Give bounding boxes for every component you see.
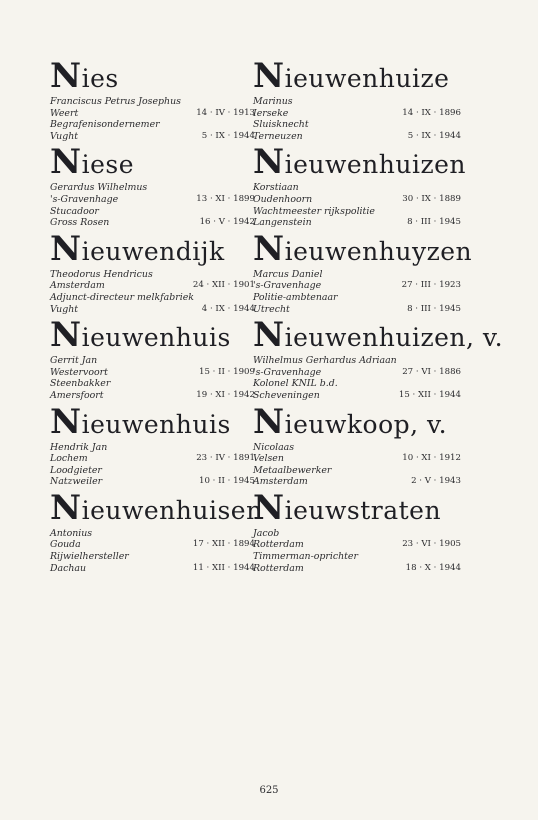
surname-heading: Niese [50, 142, 134, 183]
entry-text: Vught [50, 303, 79, 315]
entry-line [50, 453, 260, 465]
entry-line [253, 551, 463, 563]
entry-text: Politie-ambtenaar [253, 291, 338, 303]
entry-date: 17 · XII · 1894 [192, 539, 255, 550]
entry-text: Lochem [50, 453, 88, 465]
surname-heading: Nieuwenhuis [50, 315, 231, 356]
entry-date: 4 · IX · 1944 [201, 303, 255, 314]
entry-line [50, 182, 260, 194]
entry-line [253, 378, 463, 390]
surname-heading: Nieuwenhuyzen [253, 228, 473, 269]
entry-line [50, 206, 260, 218]
entry-line [253, 280, 463, 292]
entry-line [50, 551, 260, 563]
right-column [253, 56, 504, 578]
entry-text: Jacob [253, 527, 280, 539]
entry-line [253, 476, 463, 488]
entry-line [50, 217, 260, 229]
entry-date: 15 · XII · 1944 [398, 389, 461, 400]
entry-text: Metaalbewerker [253, 464, 332, 476]
entry-line [253, 131, 463, 143]
entry-date: 15 · II · 1909 [199, 366, 255, 377]
memorial-entry [253, 401, 463, 488]
entry-text: Vught [50, 130, 79, 142]
memorial-entry [253, 487, 463, 574]
entry-line [50, 539, 260, 551]
entry-date: 24 · XII · 1901 [192, 280, 255, 291]
entry-line [50, 96, 260, 108]
entry-date: 10 · II · 1945 [199, 476, 255, 487]
entry-line [253, 217, 463, 229]
entry-text: Amsterdam [50, 280, 105, 292]
entry-text: Korstiaan [253, 182, 299, 194]
entry-date: 27 · VI · 1886 [402, 366, 461, 377]
entry-line [253, 292, 463, 304]
surname-heading: Nieuwenhuizen [253, 142, 467, 183]
entry-text: Westervoort [50, 366, 108, 378]
entry-date: 5 · IX · 1944 [407, 130, 461, 141]
entry-line [50, 269, 260, 281]
surname-heading: Nieuwstraten [253, 487, 442, 528]
entry-text: Terneuzen [253, 130, 303, 142]
entry-date: 8 · III · 1945 [407, 303, 461, 314]
entry-line [253, 194, 463, 206]
entry-line [253, 96, 463, 108]
entry-text: Gerrit Jan [50, 355, 98, 367]
entry-line [50, 119, 260, 131]
entry-text: Sluisknecht [253, 119, 309, 131]
entry-text: Scheveningen [253, 389, 320, 401]
entry-text: Begrafenisondernemer [50, 119, 160, 131]
entry-date: 10 · XI · 1912 [402, 453, 461, 464]
entry-text: Langenstein [253, 217, 312, 229]
entry-line [253, 108, 463, 120]
entry-line [253, 119, 463, 131]
surname-heading: Nieuwenhuisen [50, 487, 263, 528]
entry-line [50, 355, 260, 367]
entry-date: 11 · XII · 1944 [192, 562, 255, 573]
entry-line [50, 442, 260, 454]
entry-text: 's-Gravenhage [50, 193, 119, 205]
entry-line [253, 206, 463, 218]
entry-text: 's-Gravenhage [253, 366, 322, 378]
entry-line [253, 563, 463, 575]
memorial-entry [50, 142, 260, 229]
entry-text: Rijwielhersteller [50, 551, 129, 563]
memorial-entry [253, 228, 473, 315]
entry-text: Velsen [253, 453, 284, 465]
entry-line [253, 528, 463, 540]
entry-text: Natzweiler [50, 476, 103, 488]
entry-text: Loodgieter [50, 464, 102, 476]
entry-text: Stucadoor [50, 205, 99, 217]
entry-line [50, 476, 260, 488]
entry-date: 8 · III · 1945 [407, 217, 461, 228]
surname-heading: Nies [50, 56, 119, 96]
entry-text: Gouda [50, 539, 81, 551]
entry-line [50, 292, 260, 304]
entry-line [253, 390, 463, 402]
entry-date: 13 · XI · 1899 [196, 193, 255, 204]
left-column [50, 56, 263, 578]
entry-line [50, 280, 260, 292]
memorial-entry [50, 56, 260, 142]
entry-text: Marinus [253, 96, 293, 107]
page-number: 625 [259, 785, 279, 796]
entry-text: Timmerman-oprichter [253, 551, 358, 563]
entry-date: 14 · IX · 1896 [402, 107, 461, 118]
memorial-entry [253, 315, 504, 401]
entry-text: Adjunct-directeur melkfabriek [50, 291, 194, 303]
surname-heading: Nieuwenhuis [50, 401, 231, 442]
entry-line [50, 194, 260, 206]
memorial-entry [50, 401, 260, 488]
entry-text: 's-Gravenhage [253, 280, 322, 292]
entry-line [50, 304, 260, 316]
entry-text: Weert [50, 107, 79, 119]
entry-line [253, 539, 463, 551]
entry-line [253, 355, 463, 367]
entry-text: Utrecht [253, 303, 290, 315]
entry-text: Franciscus Petrus Josephus [50, 96, 181, 107]
entry-text: Rotterdam [253, 562, 304, 574]
entry-line [50, 528, 260, 540]
entry-date: 16 · V · 1942 [199, 217, 255, 228]
entry-line [50, 108, 260, 120]
entry-line [50, 131, 260, 143]
entry-text: Dachau [50, 562, 87, 574]
entry-date: 18 · X · 1944 [405, 562, 461, 573]
surname-heading: Nieuwenhuize [253, 56, 450, 96]
memorial-entry [50, 228, 260, 315]
entry-text: Oudenhoorn [253, 193, 313, 205]
entry-text: Rotterdam [253, 539, 304, 551]
entry-line [253, 269, 463, 281]
entry-text: Wilhelmus Gerhardus Adriaan [253, 355, 397, 367]
entry-text: Marcus Daniel [253, 268, 323, 280]
entry-line [253, 453, 463, 465]
entry-text: Steenbakker [50, 378, 111, 390]
entry-line [50, 378, 260, 390]
entry-text: Wachtmeester rijkspolitie [253, 205, 375, 217]
entry-line [253, 367, 463, 379]
entry-line [50, 367, 260, 379]
surname-heading: Nieuwkoop, v. [253, 401, 448, 442]
entry-text: Ierseke [253, 107, 289, 119]
memorial-entry [253, 142, 467, 229]
entry-text: Theodorus Hendricus [50, 268, 153, 280]
entry-line [253, 182, 463, 194]
entry-date: 23 · IV · 1891 [196, 453, 255, 464]
memorial-entry [253, 56, 463, 142]
entry-text: Hendrik Jan [50, 441, 108, 453]
entry-date: 2 · V · 1943 [411, 476, 461, 487]
entry-line [50, 390, 260, 402]
entry-text: Gerardus Wilhelmus [50, 182, 148, 194]
entry-line [253, 465, 463, 477]
surname-heading: Nieuwendijk [50, 228, 225, 269]
entry-line [253, 304, 463, 316]
entry-date: 5 · IX · 1944 [201, 130, 255, 141]
entry-text: Amersfoort [50, 389, 104, 401]
memorial-entry [50, 315, 260, 401]
entry-text: Kolonel KNIL b.d. [253, 378, 338, 390]
entry-line [50, 465, 260, 477]
entry-date: 23 · VI · 1905 [402, 539, 461, 550]
entry-text: Antonius [50, 527, 93, 539]
entry-text: Gross Rosen [50, 217, 110, 229]
memorial-entry [50, 487, 263, 574]
entry-line [253, 442, 463, 454]
surname-heading: Nieuwenhuizen, v. [253, 315, 504, 356]
entry-text: Amsterdam [253, 476, 308, 488]
entry-date: 27 · III · 1923 [401, 280, 461, 291]
entry-line [50, 563, 260, 575]
entry-date: 30 · IX · 1889 [402, 193, 461, 204]
entry-date: 14 · IV · 1913 [196, 107, 255, 118]
entry-text: Nicolaas [253, 441, 295, 453]
entry-date: 19 · XI · 1942 [196, 389, 255, 400]
